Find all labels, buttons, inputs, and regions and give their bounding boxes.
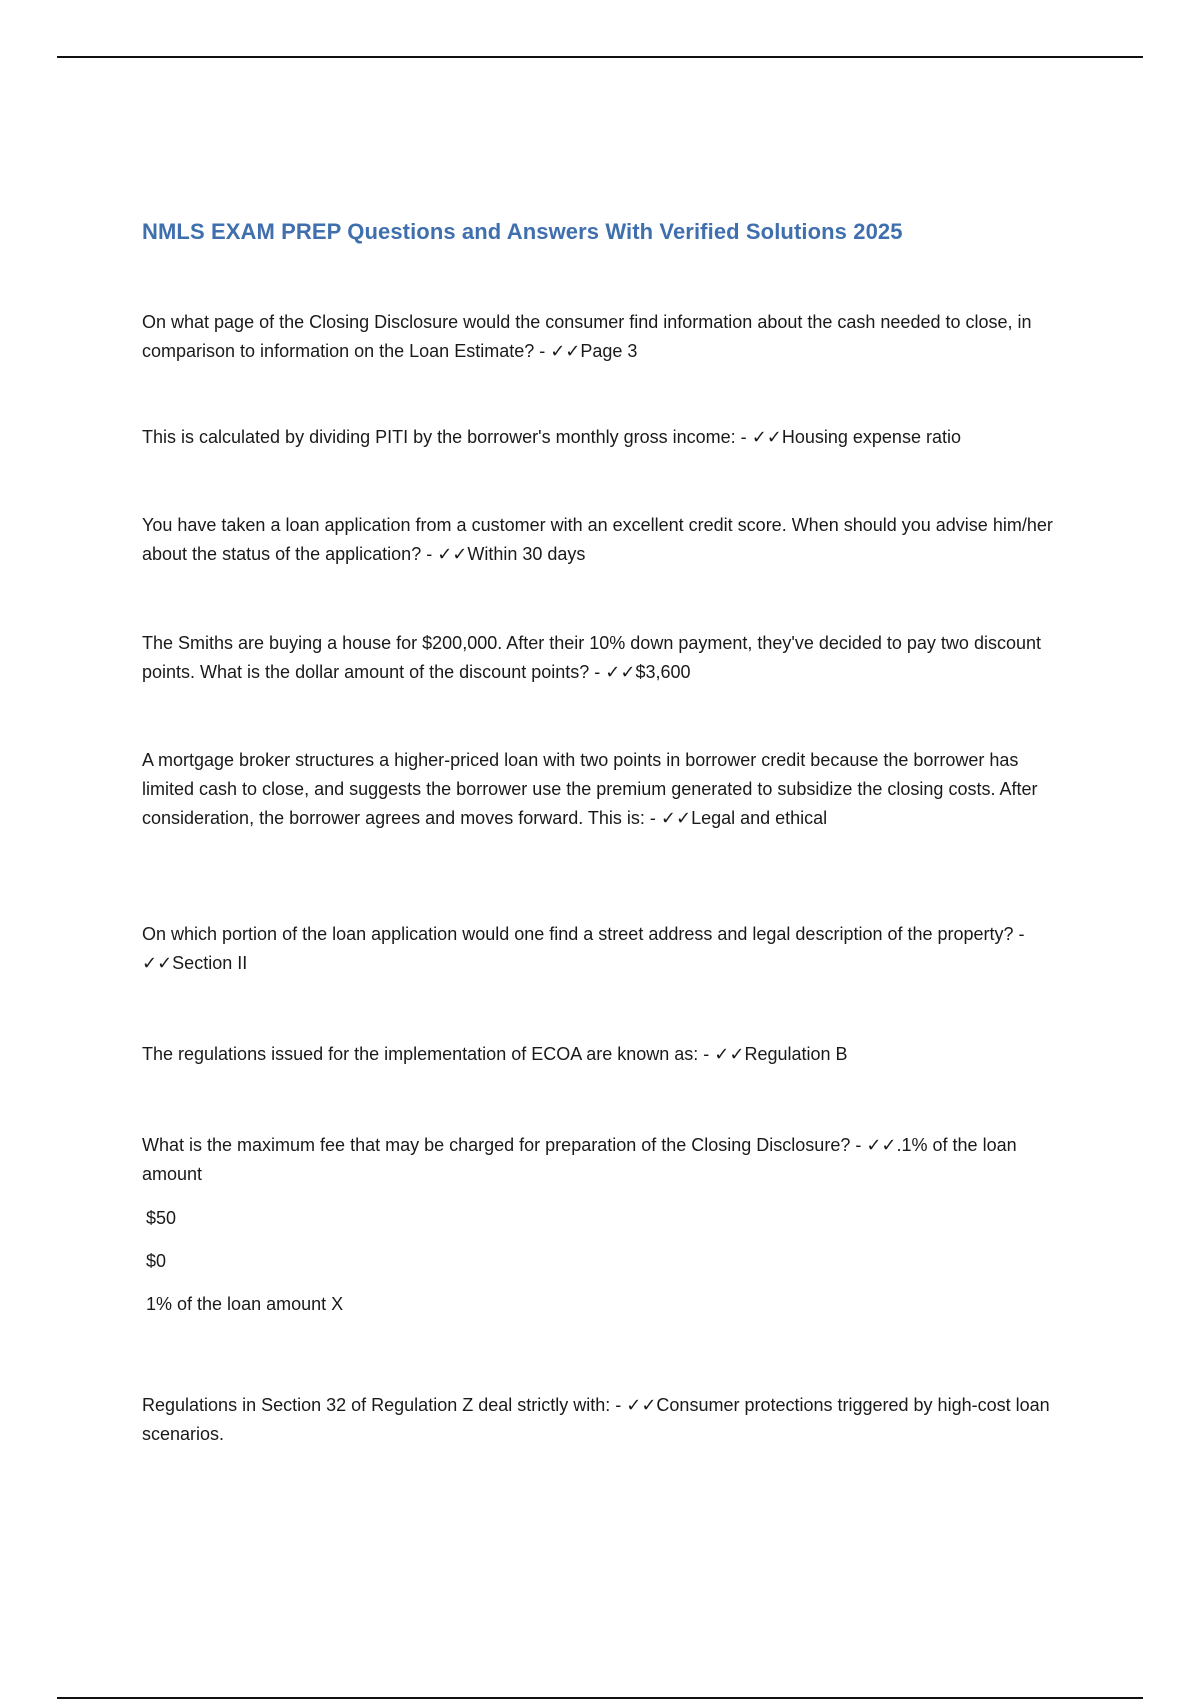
qa-item-8	[142, 1131, 1062, 1189]
question-text: On what page of the Closing Disclosure would the consumer find information about the cash needed to close, in comparison to information on the Loan Estimate? -	[142, 312, 1032, 361]
check-icon: ✓✓	[660, 808, 692, 828]
answer-text: Regulation B	[744, 1044, 848, 1064]
answer-text: .1% of the loan amount	[142, 1135, 1017, 1184]
question-text: On which portion of the loan application would one find a street address and legal description of the property? -	[142, 924, 1025, 944]
check-icon: ✓✓	[142, 953, 173, 973]
check-icon: ✓✓	[550, 341, 581, 361]
qa-item-6	[142, 920, 1062, 978]
answer-text: Legal and ethical	[691, 808, 828, 828]
question-text: Regulations in Section 32 of Regulation Z deal strictly with: -	[142, 1395, 627, 1415]
bottom-rule	[57, 1697, 1143, 1699]
question-text: You have taken a loan application from a customer with an excellent credit score. When should you advise him/her about the status of the application? -	[142, 515, 1053, 564]
check-icon: ✓✓	[437, 544, 468, 564]
qa-item-5	[142, 746, 1062, 833]
qa-item-7	[142, 1040, 1062, 1069]
option-text: 1% of the loan amount X	[146, 1294, 344, 1314]
document-body	[142, 214, 1062, 1444]
question-text: The regulations issued for the implementation of ECOA are known as: -	[142, 1044, 715, 1064]
check-icon: ✓✓	[714, 1044, 745, 1064]
question-text: What is the maximum fee that may be charged for preparation of the Closing Disclosure? -	[142, 1135, 867, 1155]
question-text: A mortgage broker structures a higher-priced loan with two points in borrower credit because the borrower has limited cash to close, and suggests the borrower use the premium generated to subsidize the closing costs. After consideration, the borrower agrees and moves forward. This is: -	[142, 750, 1038, 828]
answer-text: Housing expense ratio	[781, 427, 961, 447]
check-icon: ✓✓	[605, 662, 636, 682]
top-rule	[57, 56, 1143, 58]
check-icon: ✓✓	[626, 1395, 657, 1415]
answer-text: Within 30 days	[467, 544, 586, 564]
question-text: The Smiths are buying a house for $200,000. After their 10% down payment, they've decided to pay two discount points. What is the dollar amount of the discount points? -	[142, 633, 1041, 682]
qa-item-9	[142, 1391, 1062, 1449]
answer-text: Page 3	[580, 341, 638, 361]
qa-item-1	[142, 308, 1062, 366]
check-icon: ✓✓	[751, 427, 782, 447]
answer-text: $3,600	[635, 662, 691, 682]
option-text: $50	[146, 1208, 177, 1228]
qa-item-3	[142, 511, 1062, 569]
qa-item-4	[142, 629, 1062, 687]
option-text: $0	[146, 1251, 167, 1271]
question-text: This is calculated by dividing PITI by the borrower's monthly gross income: -	[142, 427, 752, 447]
qa-item-2	[142, 423, 1062, 452]
answer-text: Section II	[172, 953, 248, 973]
answer-options	[146, 1204, 343, 1333]
answer-text: Consumer protections triggered by high-cost loan scenarios.	[142, 1395, 1050, 1444]
check-icon: ✓✓	[866, 1135, 897, 1155]
document-title: NMLS EXAM PREP Questions and Answers With Verified Solutions 2025	[142, 219, 903, 244]
